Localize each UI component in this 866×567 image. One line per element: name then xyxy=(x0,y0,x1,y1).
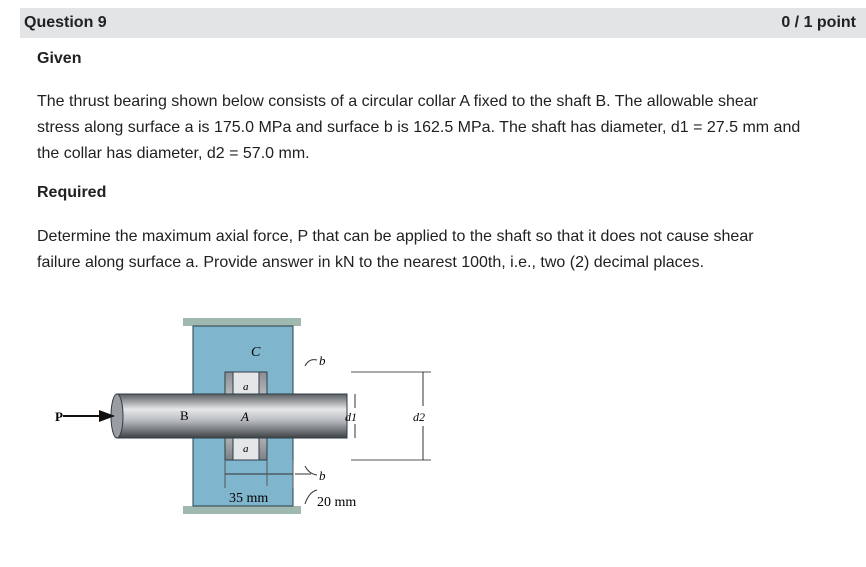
label-c: C xyxy=(251,345,261,360)
required-line-1: Determine the maximum axial force, P that can be applied to the shaft so that it does not cause shear xyxy=(37,228,754,245)
leader-20 xyxy=(305,490,317,504)
label-b-bottom: b xyxy=(319,468,326,483)
dim-35-label: 35 mm xyxy=(229,491,269,506)
question-title: Question 9 xyxy=(24,14,107,31)
label-b: B xyxy=(180,408,189,423)
label-a-bottom: a xyxy=(243,443,249,455)
required-heading: Required xyxy=(37,184,107,201)
label-d1: d1 xyxy=(345,410,357,424)
given-line-1: The thrust bearing shown below consists of a circular collar A fixed to the shaft B. The allowable shear xyxy=(37,93,758,110)
dim-20-label: 20 mm xyxy=(317,495,357,510)
given-heading: Given xyxy=(37,50,82,67)
given-line-2: stress along surface a is 175.0 MPa and surface b is 162.5 MPa. The shaft has diameter, d1 = 27.5 mm and xyxy=(37,119,801,136)
question-points: 0 / 1 point xyxy=(781,14,856,31)
thrust-bearing-diagram xyxy=(55,310,435,525)
required-text xyxy=(37,224,857,276)
given-line-3: the collar has diameter, d2 = 57.0 mm. xyxy=(37,145,310,162)
label-a-top: a xyxy=(243,381,249,393)
label-a-collar: A xyxy=(241,409,249,424)
label-d2: d2 xyxy=(413,410,425,424)
thrust-bearing-figure xyxy=(55,310,435,525)
support-bottom-plate xyxy=(183,506,301,514)
label-b-top: b xyxy=(319,353,326,368)
leader-b-top xyxy=(305,360,317,366)
shaft-b xyxy=(117,394,347,438)
question-header xyxy=(20,8,866,38)
required-line-2: failure along surface a. Provide answer in kN to the nearest 100th, i.e., two (2) decimal places. xyxy=(37,254,705,271)
support-top-plate xyxy=(183,318,301,326)
given-text xyxy=(37,89,857,167)
label-p: P xyxy=(55,409,63,424)
